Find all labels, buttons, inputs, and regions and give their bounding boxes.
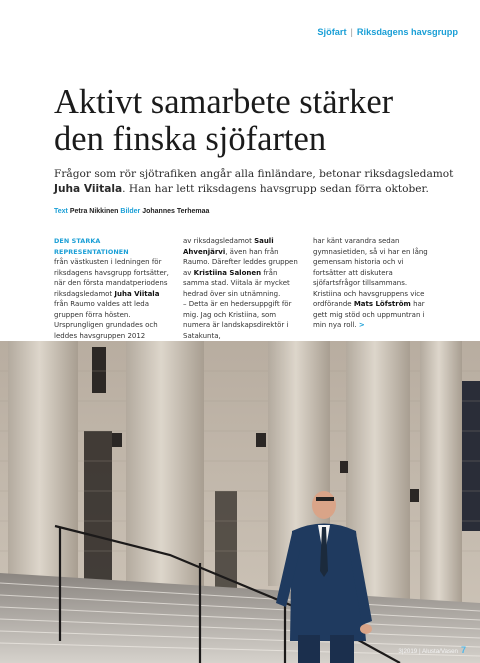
lead-text-start: Frågor som rör sjötrafiken angår alla finländare, betonar riksdagsledamot bbox=[54, 168, 454, 180]
col2-text-c: från samma stad. Viitala är mycket hedrad över sin utnämning. bbox=[183, 268, 290, 298]
headline bbox=[54, 84, 454, 158]
col3-text-b: har gett mig stöd och uppmuntran i min nya roll. bbox=[313, 300, 425, 329]
section-category: Sjöfart bbox=[317, 27, 347, 37]
body-column-1 bbox=[54, 236, 174, 341]
section-rubric bbox=[317, 27, 458, 37]
section-subcategory: Riksdagens havsgrupp bbox=[356, 27, 458, 37]
body-column-2 bbox=[183, 236, 303, 341]
col1-text-b: från Raumo valdes att leda gruppen förra hösten. Ursprungligen grundades och leddes havsgruppen 2012 bbox=[54, 300, 158, 340]
col3-name: Mats Löfström bbox=[353, 300, 411, 308]
footer-issue: 3|2019 bbox=[398, 648, 418, 655]
col2-name-1: Sauli Ahvenjärvi bbox=[183, 237, 274, 256]
col3-text-a: har känt varandra sedan gymnasietiden, så vi har en lång gemensam historia och vi fortsätter att diskutera sjöfartsfrågor tillsammans. Kristiina och havsgruppens vice ordförande bbox=[313, 237, 428, 308]
byline-text-label: Text bbox=[54, 208, 68, 215]
col2-name-2: Kristiina Salonen bbox=[193, 268, 262, 277]
lead-text-end: . Han har lett riksdagens havsgrupp sedan förra oktober. bbox=[122, 183, 429, 195]
lead-name: Juha Viitala bbox=[54, 183, 123, 195]
col2-text-d: – Detta är en hedersuppgift för mig. Jag och Kristiina, som numera är landskapsdirektör i Satakunta, bbox=[183, 300, 292, 340]
col1-name: Juha Viitala bbox=[114, 289, 160, 298]
col2-text-a: av riksdagsledamot bbox=[183, 237, 255, 245]
headline-line-2: den finska sjöfarten bbox=[54, 120, 327, 158]
col2-text-b: , även han från Raumo. Därefter leddes gruppen av bbox=[183, 247, 298, 277]
byline bbox=[54, 208, 209, 215]
byline-photographer: Johannes Terhemaa bbox=[142, 208, 210, 215]
lead-paragraph bbox=[54, 167, 454, 197]
continue-arrow[interactable]: > bbox=[358, 321, 365, 329]
byline-writer: Petra Nikkinen bbox=[69, 208, 119, 215]
body-kicker: DEN STARKA REPRESENTATIONEN bbox=[54, 237, 129, 256]
footer-magazine: Alusta/Vasen bbox=[421, 648, 458, 655]
portrait-photo bbox=[0, 341, 480, 663]
page-number: 7 bbox=[460, 645, 466, 655]
rubric-divider: | bbox=[350, 27, 353, 37]
col1-text-a: från västkusten i ledningen för riksdagens havsgrupp fortsätter, när den första mandatperiodens riksdagsledamot bbox=[54, 258, 169, 298]
byline-photo-label: Bilder bbox=[120, 208, 141, 215]
page-footer: 3|2019 | Alusta/Vasen 7 bbox=[398, 645, 466, 655]
body-column-3 bbox=[313, 236, 433, 331]
headline-line-1: Aktivt samarbete stärker bbox=[54, 83, 394, 121]
